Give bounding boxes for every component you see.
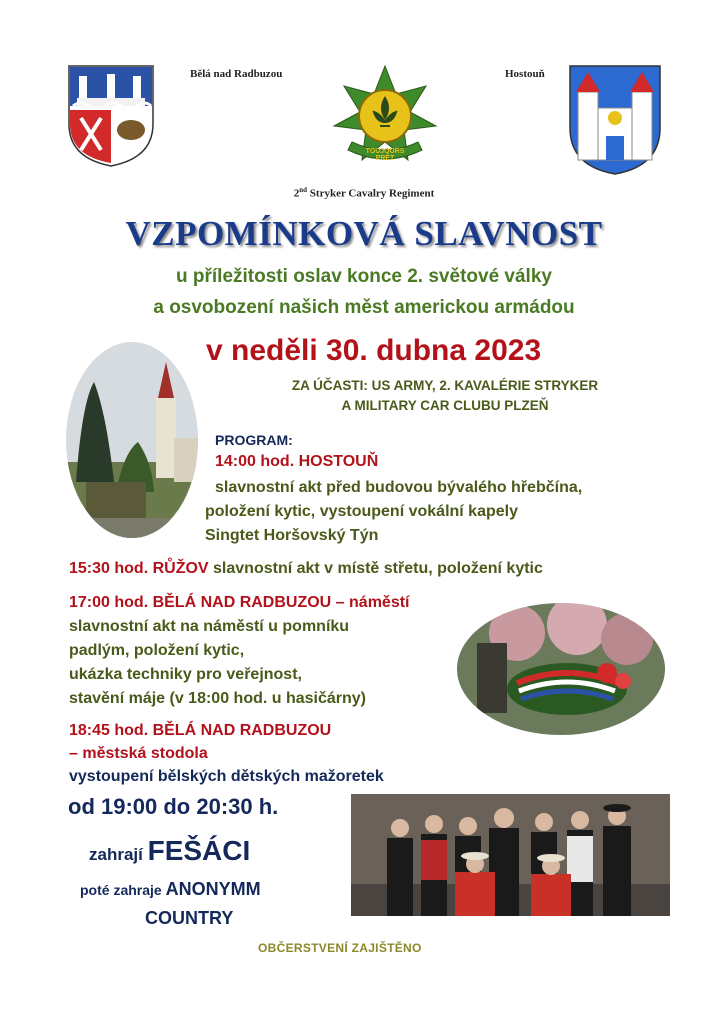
regiment-caption (0, 186, 728, 200)
hostoun-coat-of-arms (568, 64, 662, 176)
event-2-text: slavnostní akt v místě střetu, položení kytic (208, 560, 543, 577)
band-photo (351, 794, 670, 916)
event-3-line-2: padlým, položení kytic, (69, 642, 245, 659)
event-4-time-place: 18:45 hod. BĚLÁ NAD RADBUZOU (69, 722, 332, 739)
evening-time: od 19:00 do 20:30 h. (68, 794, 279, 819)
band-2-name-a: ANONYMM (165, 879, 261, 899)
left-town-name: Bělá nad Radbuzou (190, 68, 283, 80)
page-title: VZPOMÍNKOVÁ SLAVNOST (125, 214, 603, 253)
subtitle-line-2: a osvobození našich měst americkou armádou (153, 297, 575, 318)
event-1-line-3: Singtet Horšovský Týn (205, 527, 379, 544)
badge-motto: TOUJOURS PRÊT (365, 148, 405, 162)
bela-coat-of-arms (67, 64, 155, 168)
band-2-line (80, 879, 261, 900)
band-1-name: FEŠÁCI (147, 835, 251, 866)
event-3-line-4: stavění máje (v 18:00 hod. u hasičárny) (69, 690, 367, 707)
subtitle-line-1: u příležitosti oslav konce 2. světové války (176, 266, 552, 287)
event-3-time-place: 17:00 hod. BĚLÁ NAD RADBUZOU – náměstí (69, 594, 410, 611)
event-2 (69, 560, 543, 578)
event-2-time-place: 15:30 hod. RŮŽOV (69, 560, 209, 577)
program-heading: PROGRAM: (215, 432, 293, 448)
event-3-line-1: slavnostní akt na náměstí u pomníku (69, 618, 350, 635)
event-1-time-place: 14:00 hod. HOSTOUŇ (215, 453, 379, 470)
band-2-name-b: COUNTRY (145, 908, 234, 928)
refreshments-note: OBČERSTVENÍ ZAJIŠTĚNO (258, 941, 422, 955)
regiment-ordinal: nd (299, 186, 308, 194)
regiment-name: Stryker Cavalry Regiment (307, 187, 435, 200)
church-photo (66, 342, 198, 538)
band-1-prefix: zahrají (89, 845, 148, 864)
wreath-photo (457, 603, 665, 735)
event-4-text: vystoupení bělských dětských mažoretek (69, 768, 384, 785)
event-date: v neděli 30. dubna 2023 (206, 334, 542, 367)
event-1-line-2: položení kytic, vystoupení vokální kapely (205, 503, 518, 520)
band-2-prefix: poté zahraje (80, 882, 166, 898)
participation-line-2: A MILITARY CAR CLUBU PLZEŇ (341, 398, 549, 413)
event-3-line-3: ukázka techniky pro veřejnost, (69, 666, 302, 683)
regiment-number: 2 (293, 187, 300, 200)
event-4-place: – městská stodola (69, 745, 208, 762)
participation-line-1: ZA ÚČASTI: US ARMY, 2. KAVALÉRIE STRYKER (291, 378, 599, 393)
band-1-line (89, 835, 250, 867)
event-1-line-1: slavnostní akt před budovou bývalého hřebčína, (215, 479, 583, 496)
regiment-badge (330, 64, 440, 172)
right-town-name: Hostouň (505, 68, 545, 80)
